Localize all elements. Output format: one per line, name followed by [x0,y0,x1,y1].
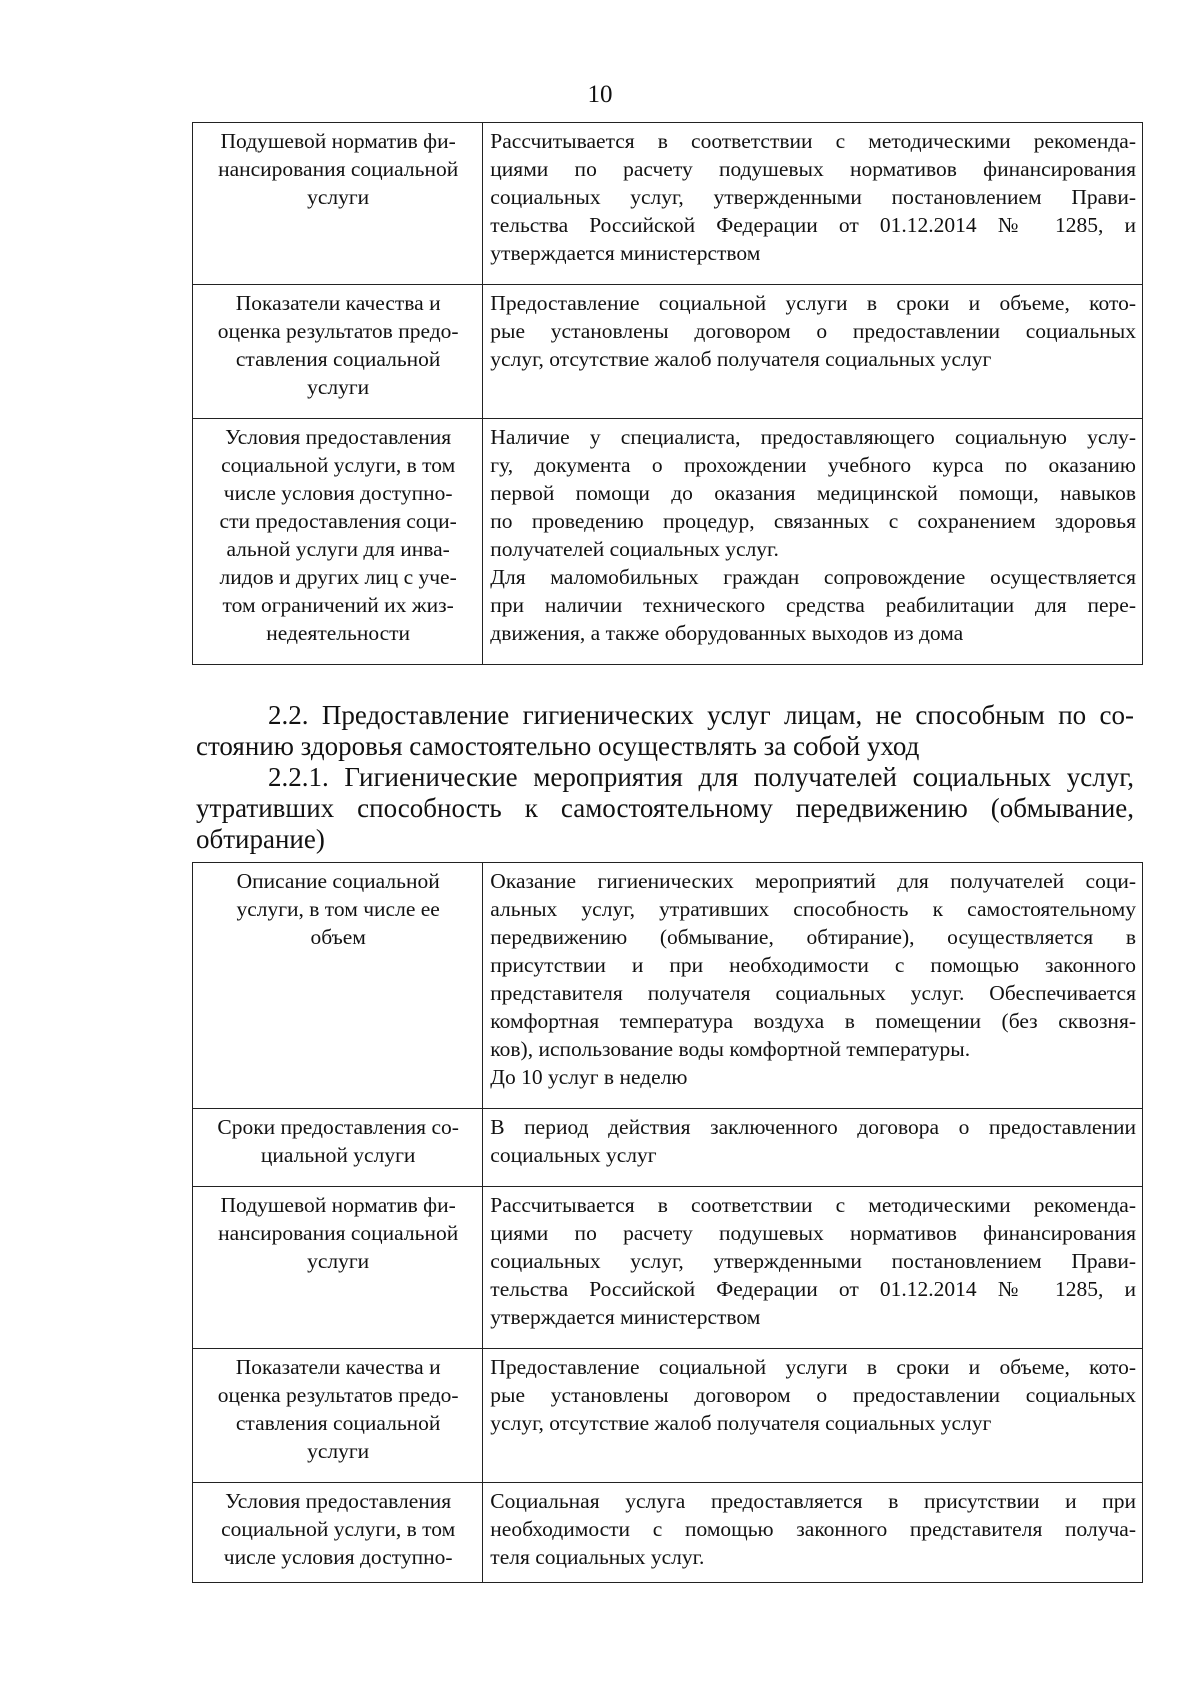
label-line: услуги [307,185,370,209]
label-line: ставления социальной [235,1411,441,1435]
value-line: при наличии технического средства реабилитации для пере- [490,593,1136,617]
label-line: ставления социальной [235,347,441,371]
label-line: объем [310,925,366,949]
section-heading [196,700,1134,762]
row-label-cell [193,863,483,1109]
value-line: необходимости с помощью законного представителя получа- [490,1517,1136,1541]
row-value-cell [483,1187,1143,1349]
value-line: тельства Российской Федерации от 01.12.2014 № 1285, и [490,213,1136,237]
value-line: присутствии и при необходимости с помощью законного [490,953,1136,977]
value-line: альных услуг, утративших способность к самостоятельному [490,897,1136,921]
row-label-cell [193,1187,483,1349]
label-line: Показатели качества и [235,291,441,315]
row-label-cell [193,419,483,665]
subheading-line: 2.2.1. Гигиенические мероприятия для получателей социальных услуг, [268,762,1134,792]
label-line: числе условия доступно- [223,481,453,505]
row-value-cell [483,1109,1143,1187]
value-line: рые установлены договором о предоставлении социальных [490,1383,1136,1407]
row-label-cell [193,1483,483,1583]
label-line: Подушевой норматив фи- [220,1193,456,1217]
value-line: по проведению процедур, связанных с сохранением здоровья [490,509,1136,533]
table-row [193,123,1143,285]
label-line: недеятельности [266,621,411,645]
value-line: социальных услуг, утвержденными постановлением Прави- [490,1249,1136,1273]
value-line: гу, документа о прохождении учебного курса по оказанию [490,453,1136,477]
label-line: том ограничений их жиз- [222,593,454,617]
value-line: представителя получателя социальных услуг. Обеспечивается [490,981,1136,1005]
row-label-cell [193,1109,483,1187]
value-line: Предоставление социальной услуги в сроки и объеме, кото- [490,291,1136,315]
value-line: циями по расчету подушевых нормативов финансирования [490,1221,1136,1245]
table-row [193,285,1143,419]
value-line: утверждается министерством [490,1305,761,1329]
row-value-cell [483,419,1143,665]
value-line: тельства Российской Федерации от 01.12.2014 № 1285, и [490,1277,1136,1301]
row-value-cell [483,863,1143,1109]
value-line: рые установлены договором о предоставлении социальных [490,319,1136,343]
row-value-cell [483,1349,1143,1483]
table-row [193,863,1143,1109]
heading-line: стоянию здоровья самостоятельно осуществлять за собой уход [196,731,920,761]
heading-line: 2.2. Предоставление гигиенических услуг лицам, не способным по со- [268,700,1134,730]
label-line: социальной услуги, в том [221,453,456,477]
value-line: получателей социальных услуг. [490,537,779,561]
value-line: Рассчитывается в соответствии с методическими рекоменда- [490,1193,1136,1217]
label-line: числе условия доступно- [223,1545,453,1569]
value-line: В период действия заключенного договора о предоставлении [490,1115,1136,1139]
value-line: циями по расчету подушевых нормативов финансирования [490,157,1136,181]
label-line: циальной услуги [260,1143,416,1167]
label-line: услуги, в том числе ее [236,897,440,921]
label-line: нансирования социальной [218,1221,459,1245]
value-line: Предоставление социальной услуги в сроки и объеме, кото- [490,1355,1136,1379]
label-line: Условия предоставления [225,1489,452,1513]
label-line: услуги [307,1249,370,1273]
label-line: Условия предоставления [225,425,452,449]
value-line: услуг, отсутствие жалоб получателя социальных услуг [490,1411,992,1435]
label-line: нансирования социальной [218,157,459,181]
subheading-line: обтирание) [196,824,325,854]
value-line: Наличие у специалиста, предоставляющего социальную услу- [490,425,1136,449]
page-number: 10 [587,81,613,108]
table-row [193,1483,1143,1583]
table-row [193,1187,1143,1349]
value-line: утверждается министерством [490,241,761,265]
row-label-cell [193,285,483,419]
label-line: Сроки предоставления со- [217,1115,459,1139]
subheading-line: утративших способность к самостоятельному передвижению (обмывание, [196,793,1134,823]
label-line: лидов и других лиц с уче- [219,565,457,589]
value-line: До 10 услуг в неделю [490,1065,688,1089]
value-line: первой помощи до оказания медицинской помощи, навыков [490,481,1136,505]
table-row [193,1109,1143,1187]
label-line: оценка результатов предо- [217,319,459,343]
table-bottom [192,862,1143,1583]
label-line: Подушевой норматив фи- [220,129,456,153]
value-line: теля социальных услуг. [490,1545,705,1569]
value-line: комфортная температура воздуха в помещении (без сквозня- [490,1009,1136,1033]
label-line: Показатели качества и [235,1355,441,1379]
value-line: ков), использование воды комфортной температуры. [490,1037,971,1061]
label-line: сти предоставления соци- [219,509,457,533]
label-line: услуги [307,375,370,399]
value-line: движения, а также оборудованных выходов из дома [490,621,964,645]
row-value-cell [483,285,1143,419]
table-row [193,1349,1143,1483]
label-line: услуги [307,1439,370,1463]
row-value-cell [483,123,1143,285]
value-line: Социальная услуга предоставляется в присутствии и при [490,1489,1136,1513]
label-line: социальной услуги, в том [221,1517,456,1541]
row-label-cell [193,123,483,285]
value-line: социальных услуг, утвержденными постановлением Прави- [490,185,1136,209]
value-line: Оказание гигиенических мероприятий для получателей соци- [490,869,1136,893]
value-line: Рассчитывается в соответствии с методическими рекоменда- [490,129,1136,153]
label-line: альной услуги для инва- [226,537,450,561]
row-label-cell [193,1349,483,1483]
table-row [193,419,1143,665]
value-line: услуг, отсутствие жалоб получателя социальных услуг [490,347,992,371]
value-line: передвижению (обмывание, обтирание), осуществляется в [490,925,1136,949]
value-line: социальных услуг [490,1143,657,1167]
row-value-cell [483,1483,1143,1583]
label-line: Описание социальной [236,869,440,893]
label-line: оценка результатов предо- [217,1383,459,1407]
section-subheading [196,762,1134,855]
table-top [192,122,1143,665]
value-line: Для маломобильных граждан сопровождение осуществляется [490,565,1136,589]
